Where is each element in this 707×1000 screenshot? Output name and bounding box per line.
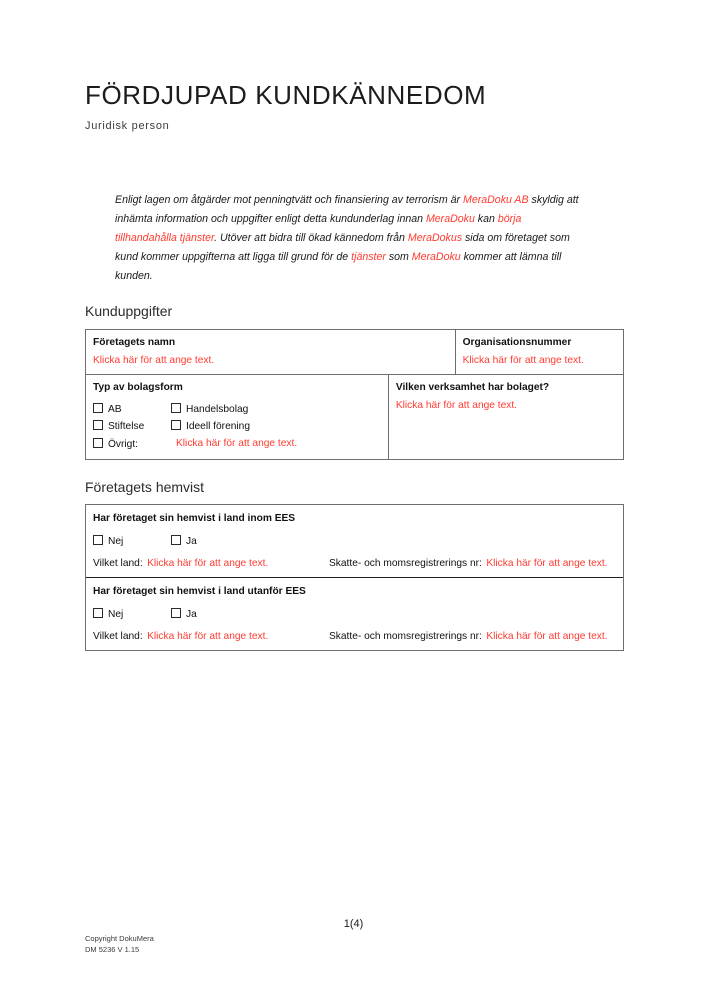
intro-highlight-tjanster: tjänster: [351, 251, 386, 264]
checkbox-label-nej: Nej: [108, 609, 124, 620]
label-organisationsnummer: Organisationsnummer: [462, 337, 572, 348]
field-vilket-land: [93, 553, 329, 571]
label-skatt-nr: Skatte- och momsregistrerings nr:: [329, 558, 482, 569]
intro-text-6: som: [385, 251, 412, 264]
cell-organisationsnummer: [455, 330, 623, 374]
checkbox-icon[interactable]: [93, 420, 103, 430]
label-vilket-land: Vilket land:: [93, 631, 143, 642]
cell-foretagets-namn: [86, 330, 455, 374]
intro-highlight-meradoku-ab: MeraDoku AB: [463, 193, 529, 206]
hemvist-fields-utanfor-ees: [93, 626, 616, 644]
label-hemvist-inom-ees: Har företaget sin hemvist i land inom EES: [93, 513, 296, 524]
intro-highlight-tjanster-phrase: börja tillhandahålla tjänster: [115, 212, 522, 244]
checkbox-option-handelsbolag[interactable]: [171, 401, 248, 418]
label-verksamhet: Vilken verksamhet har bolaget?: [395, 382, 550, 393]
checkbox-icon[interactable]: [171, 608, 181, 618]
label-typ-av-bolagsform: Typ av bolagsform: [93, 382, 183, 393]
intro-text-2: skyldig att inhämta information och uppgifter enligt detta kundunderlag innan: [115, 193, 579, 225]
checkbox-option-ovrigt[interactable]: [93, 436, 171, 453]
input-foretagets-namn[interactable]: Klicka här för att ange text.: [93, 355, 215, 366]
checkbox-option-ja[interactable]: [171, 606, 197, 623]
checkbox-icon[interactable]: [171, 420, 181, 430]
checkbox-icon[interactable]: [93, 535, 103, 545]
input-organisationsnummer[interactable]: Klicka här för att ange text.: [462, 355, 584, 366]
intro-text-7: kommer att lämna till kunden.: [115, 251, 562, 283]
footer-copyright: Copyright DokuMera: [85, 934, 154, 943]
kunduppgifter-table: [85, 329, 624, 460]
label-foretagets-namn: Företagets namn: [93, 337, 176, 348]
footer: [85, 934, 154, 955]
checkbox-label-handelsbolag: Handelsbolag: [186, 404, 249, 415]
checkbox-icon[interactable]: [93, 438, 103, 448]
hemvist-table: [85, 504, 624, 651]
section-heading-hemvist: Företagets hemvist: [85, 479, 205, 495]
section-heading-kunduppgifter: Kunduppgifter: [85, 303, 173, 319]
table-row: [86, 505, 623, 577]
checkbox-label-ab: AB: [108, 404, 122, 415]
field-skatt-nr: [329, 626, 608, 644]
input-vilket-land[interactable]: Klicka här för att ange text.: [147, 631, 269, 642]
cell-typ-av-bolagsform: [86, 375, 388, 459]
input-skatt-nr[interactable]: Klicka här för att ange text.: [486, 558, 608, 569]
cell-verksamhet: [388, 375, 623, 459]
table-row: [86, 330, 623, 374]
intro-highlight-meradoku-1: MeraDoku: [425, 212, 475, 225]
hemvist-fields-inom-ees: [93, 553, 616, 571]
intro-text-4: . Utöver att bidra till ökad kännedom från: [214, 232, 408, 244]
field-skatt-nr: [329, 553, 608, 571]
input-vilket-land[interactable]: Klicka här för att ange text.: [147, 558, 269, 569]
label-hemvist-utanfor-ees: Har företaget sin hemvist i land utanför EES: [93, 586, 306, 597]
bolagsform-option-row: [93, 401, 381, 418]
label-skatt-nr: Skatte- och momsregistrerings nr:: [329, 631, 482, 642]
page-title: FÖRDJUPAD KUNDKÄNNEDOM: [85, 80, 487, 110]
intro-highlight-meradoku-2: MeraDoku: [411, 251, 461, 264]
checkbox-icon[interactable]: [93, 608, 103, 618]
checkbox-label-ja: Ja: [186, 609, 197, 620]
checkbox-label-ovrigt: Övrigt:: [108, 439, 139, 450]
table-row: [86, 577, 623, 650]
intro-paragraph: [115, 191, 585, 287]
page-number: 1(4): [343, 918, 364, 930]
bolagsform-option-row-ovrigt: [93, 436, 381, 453]
page-subtitle: Juridisk person: [85, 120, 170, 132]
checkbox-option-ideell-forening[interactable]: [171, 418, 250, 435]
checkbox-label-nej: Nej: [108, 536, 124, 547]
footer-docref: DM 5236 V 1.15: [85, 944, 140, 954]
checkbox-option-nej[interactable]: [93, 533, 171, 550]
field-vilket-land: [93, 626, 329, 644]
bolagsform-option-row: [93, 418, 381, 435]
intro-highlight-meradokus: MeraDokus: [407, 232, 463, 244]
checkbox-option-stiftelse[interactable]: [93, 418, 171, 435]
bolagsform-options: [93, 401, 381, 453]
checkbox-option-ab[interactable]: [93, 401, 171, 418]
checkbox-icon[interactable]: [93, 403, 103, 413]
input-verksamhet[interactable]: Klicka här för att ange text.: [395, 400, 518, 411]
checkbox-option-nej[interactable]: [93, 606, 171, 623]
checkbox-label-ideell-forening: Ideell förening: [186, 421, 251, 432]
checkbox-icon[interactable]: [171, 535, 181, 545]
checkbox-icon[interactable]: [171, 403, 181, 413]
checkbox-label-ja: Ja: [186, 536, 197, 547]
input-skatt-nr[interactable]: Klicka här för att ange text.: [486, 631, 608, 642]
checkbox-option-ja[interactable]: [171, 533, 197, 550]
hemvist-options-inom-ees: [93, 533, 616, 550]
hemvist-options-utanfor-ees: [93, 606, 616, 623]
input-ovrigt[interactable]: Klicka här för att ange text.: [176, 438, 298, 449]
intro-text-3: kan: [474, 212, 498, 225]
label-vilket-land: Vilket land:: [93, 558, 143, 569]
checkbox-label-stiftelse: Stiftelse: [108, 421, 145, 432]
table-row: [86, 374, 623, 459]
intro-text-1: Enligt lagen om åtgärder mot penningtvätt och finansiering av terrorism är: [115, 193, 464, 206]
intro-text-5: sida om företaget som kund kommer uppgifterna att ligga till grund för de: [115, 232, 570, 264]
